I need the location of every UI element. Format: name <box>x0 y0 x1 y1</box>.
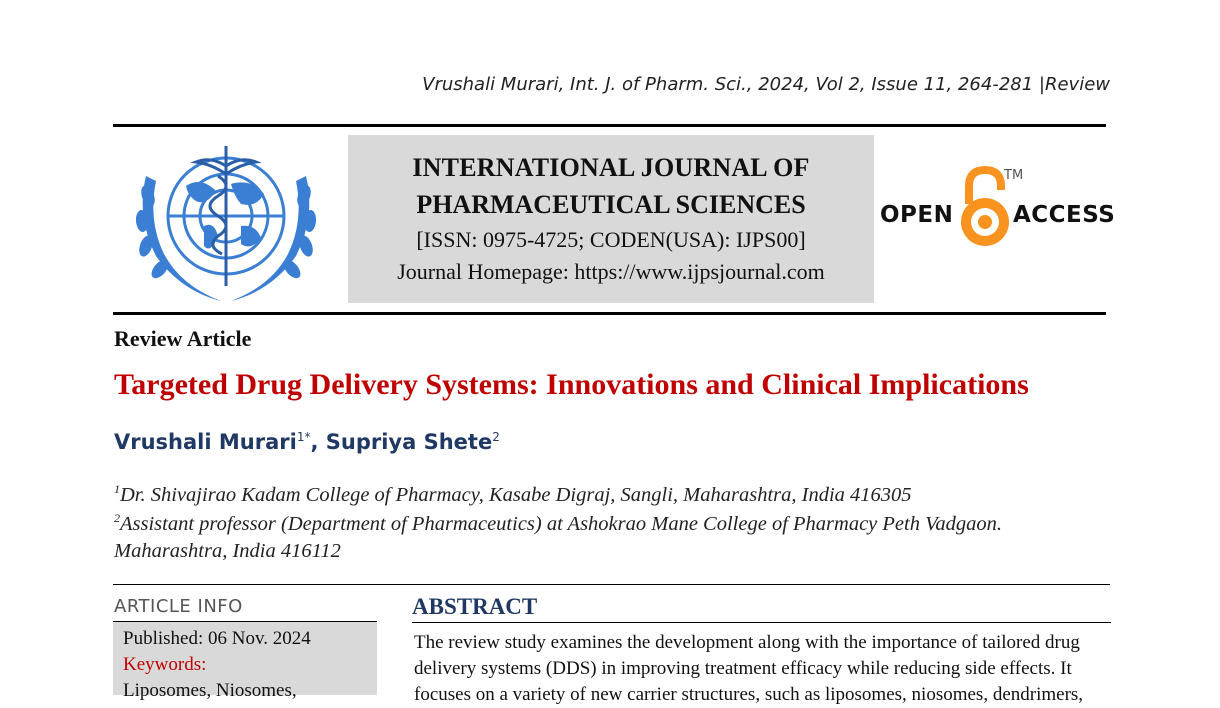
author-separator: , <box>310 430 326 454</box>
author-list <box>114 430 500 454</box>
affiliation-mark: 2 <box>114 511 120 525</box>
abstract-line: The review study examines the development along with the importance of tailored drug <box>414 632 1080 653</box>
article-type: Review Article <box>114 326 252 351</box>
author-name: Vrushali Murari <box>114 430 297 454</box>
abstract-line: focuses on a variety of new carrier structures, such as liposomes, niosomes, dendrimers, <box>414 684 1084 705</box>
article-info-box <box>113 622 377 701</box>
open-access-logo <box>880 166 1116 252</box>
trademark-label: TM <box>1004 168 1024 183</box>
keywords-label: Keywords: <box>123 654 207 675</box>
open-label: OPEN <box>880 202 954 228</box>
citation-header: Vrushali Murari, Int. J. of Pharm. Sci., 2024, Vol 2, Issue 11, 264-281 |Review <box>422 74 1110 95</box>
abstract-heading: ABSTRACT <box>412 594 538 619</box>
affiliation-mark: 1 <box>114 482 120 496</box>
affiliation-1 <box>114 482 912 507</box>
published-date: Published: 06 Nov. 2024 <box>123 628 311 649</box>
access-label: ACCESS <box>1013 202 1116 228</box>
keywords-value: Liposomes, Niosomes, <box>123 680 297 701</box>
journal-issn: [ISSN: 0975-4725; CODEN(USA): IJPS00] <box>416 227 806 252</box>
article-info-heading: ARTICLE INFO <box>114 596 243 617</box>
journal-name-line1: INTERNATIONAL JOURNAL OF <box>412 153 810 182</box>
journal-homepage: Journal Homepage: https://www.ijpsjournal.com <box>397 259 825 284</box>
header-rule <box>113 124 1106 127</box>
affiliation-text: Dr. Shivajirao Kadam College of Pharmacy, Kasabe Digraj, Sangli, Maharashtra, India 416305 <box>120 483 912 506</box>
banner-bottom-rule <box>113 312 1106 315</box>
author-affiliation-mark: 2 <box>492 430 500 444</box>
journal-name-line2: PHARMACEUTICAL SCIENCES <box>416 190 806 219</box>
author-name: Supriya Shete <box>325 430 493 454</box>
affiliation-2-continued: Maharashtra, India 416112 <box>114 540 341 562</box>
abstract-rule <box>412 622 1111 623</box>
abstract-line: delivery systems (DDS) in improving treatment efficacy while reducing side effects. It <box>414 658 1072 679</box>
article-title: Targeted Drug Delivery Systems: Innovations and Clinical Implications <box>114 368 1029 401</box>
affiliation-2 <box>114 511 1002 536</box>
journal-banner <box>348 135 874 303</box>
affiliation-text: Assistant professor (Department of Pharmaceutics) at Ashokrao Mane College of Pharmacy Peth Vadgaon. <box>120 512 1002 535</box>
section-rule <box>113 584 1110 585</box>
abstract-body <box>414 630 1111 708</box>
journal-logo-icon <box>126 136 326 308</box>
author-affiliation-mark: 1* <box>296 430 311 444</box>
